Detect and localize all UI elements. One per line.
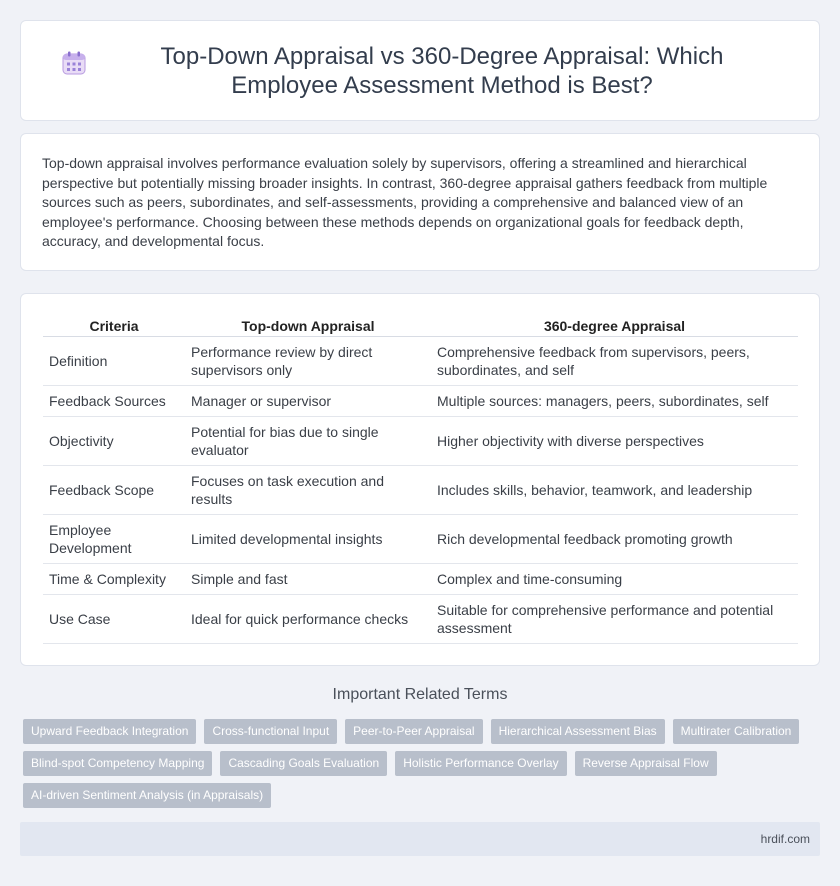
table-cell-top-down: Focuses on task execution and results bbox=[185, 465, 431, 514]
table-cell-360-degree: Multiple sources: managers, peers, subordinates, self bbox=[431, 385, 798, 416]
related-term-tag[interactable]: Multirater Calibration bbox=[673, 719, 800, 744]
table-cell-criteria: Objectivity bbox=[43, 416, 185, 465]
related-term-tag[interactable]: Cascading Goals Evaluation bbox=[220, 751, 387, 776]
related-terms-tags bbox=[23, 719, 823, 815]
table-row bbox=[43, 514, 798, 563]
related-term-tag[interactable]: Hierarchical Assessment Bias bbox=[491, 719, 665, 744]
column-header-360-degree: 360-degree Appraisal bbox=[431, 310, 798, 336]
related-term-tag[interactable]: Holistic Performance Overlay bbox=[395, 751, 566, 776]
table-header-row bbox=[43, 310, 798, 336]
table-cell-360-degree: Rich developmental feedback promoting growth bbox=[431, 514, 798, 563]
table-cell-top-down: Ideal for quick performance checks bbox=[185, 594, 431, 643]
table-row bbox=[43, 465, 798, 514]
calendar-icon bbox=[61, 50, 87, 76]
table-cell-top-down: Simple and fast bbox=[185, 563, 431, 594]
related-term-tag[interactable]: AI-driven Sentiment Analysis (in Appraisals) bbox=[23, 783, 271, 808]
related-terms-title: Important Related Terms bbox=[332, 686, 508, 703]
intro-paragraph: Top-down appraisal involves performance evaluation solely by supervisors, offering a streamlined and hierarchical perspective but potentially missing broader insights. In contrast, 360-degree appraisal gathers feedback from multiple sources such as peers, subordinates, and self-assessments, providing a comprehensive and balanced view of an employee's performance. Choosing between these methods depends on organizational goals for feedback depth, accuracy, and developmental focus. bbox=[42, 155, 768, 249]
column-header-top-down: Top-down Appraisal bbox=[185, 310, 431, 336]
related-term-tag[interactable]: Blind-spot Competency Mapping bbox=[23, 751, 212, 776]
table-cell-criteria: Time & Complexity bbox=[43, 563, 185, 594]
table-cell-criteria: Use Case bbox=[43, 594, 185, 643]
table-cell-360-degree: Higher objectivity with diverse perspectives bbox=[431, 416, 798, 465]
title-card bbox=[20, 20, 820, 121]
table-cell-360-degree: Complex and time-consuming bbox=[431, 563, 798, 594]
related-term-tag[interactable]: Upward Feedback Integration bbox=[23, 719, 196, 744]
table-row bbox=[43, 594, 798, 643]
page-title: Top-Down Appraisal vs 360-Degree Appraisal: Which Employee Assessment Method is Best? bbox=[160, 42, 724, 99]
table-cell-criteria: Employee Development bbox=[43, 514, 185, 563]
table-row bbox=[43, 563, 798, 594]
column-header-criteria: Criteria bbox=[43, 310, 185, 336]
footer bbox=[20, 822, 820, 856]
comparison-table-card bbox=[20, 293, 820, 666]
table-cell-criteria: Feedback Sources bbox=[43, 385, 185, 416]
related-term-tag[interactable]: Cross-functional Input bbox=[204, 719, 337, 744]
table-cell-360-degree: Includes skills, behavior, teamwork, and leadership bbox=[431, 465, 798, 514]
table-cell-top-down: Limited developmental insights bbox=[185, 514, 431, 563]
table-cell-criteria: Feedback Scope bbox=[43, 465, 185, 514]
related-term-tag[interactable]: Reverse Appraisal Flow bbox=[575, 751, 717, 776]
table-cell-criteria: Definition bbox=[43, 336, 185, 385]
footer-site-link[interactable]: hrdif.com bbox=[760, 832, 810, 846]
related-term-tag[interactable]: Peer-to-Peer Appraisal bbox=[345, 719, 482, 744]
table-row bbox=[43, 336, 798, 385]
table-cell-top-down: Potential for bias due to single evaluator bbox=[185, 416, 431, 465]
table-row bbox=[43, 416, 798, 465]
table-cell-360-degree: Comprehensive feedback from supervisors, peers, subordinates, and self bbox=[431, 336, 798, 385]
comparison-table bbox=[43, 310, 798, 644]
table-row bbox=[43, 385, 798, 416]
table-cell-360-degree: Suitable for comprehensive performance and potential assessment bbox=[431, 594, 798, 643]
table-cell-top-down: Performance review by direct supervisors only bbox=[185, 336, 431, 385]
table-cell-top-down: Manager or supervisor bbox=[185, 385, 431, 416]
intro-card bbox=[20, 133, 820, 271]
